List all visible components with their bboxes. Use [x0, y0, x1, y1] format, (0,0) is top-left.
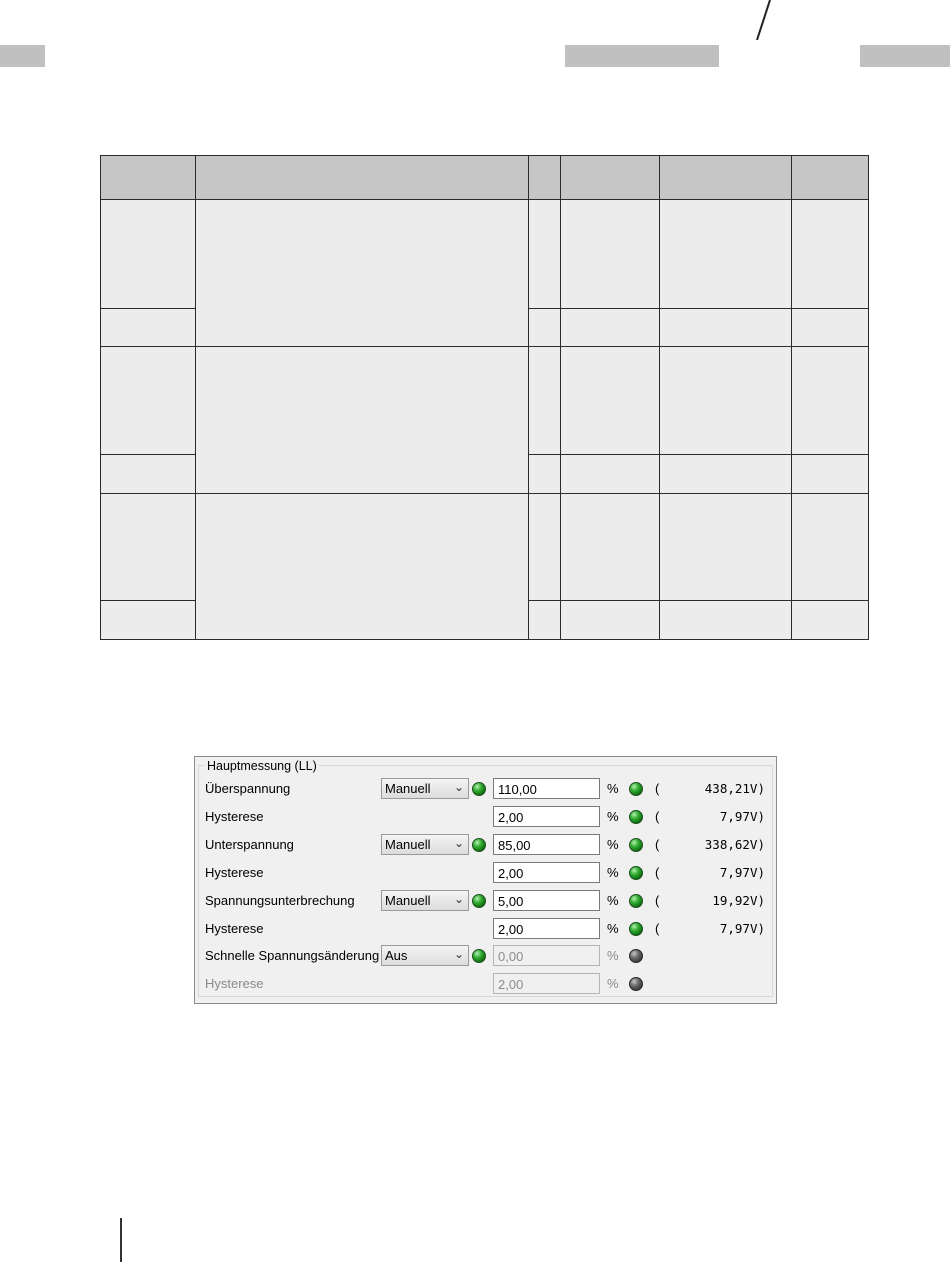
- chevron-down-icon: ⌄: [453, 947, 464, 961]
- group-title: Hauptmessung (LL): [207, 759, 317, 773]
- value-input[interactable]: [493, 834, 600, 855]
- mode-select-value: Manuell: [385, 837, 431, 852]
- measured-open-paren: (: [655, 837, 660, 852]
- chevron-down-icon: ⌄: [453, 892, 464, 906]
- value-input[interactable]: [493, 806, 600, 827]
- value-input-text: 85,00: [498, 838, 531, 853]
- value-input[interactable]: [493, 973, 600, 994]
- status-led-icon: [629, 949, 643, 963]
- status-led-icon: [472, 894, 486, 908]
- table-cell: [529, 200, 561, 309]
- measured-open-paren: (: [655, 781, 660, 796]
- measured-value: 338,62V): [704, 837, 765, 852]
- table-cell: [561, 494, 660, 601]
- table-cell: [792, 347, 869, 455]
- measured-value: 19,92V): [712, 893, 765, 908]
- table-cell-label: [100, 347, 196, 455]
- status-led-icon: [629, 866, 643, 880]
- table-cell-label: [100, 455, 196, 494]
- chevron-down-icon: ⌄: [453, 836, 464, 850]
- table-cell: [660, 455, 792, 494]
- setting-label: Hysterese: [205, 921, 264, 936]
- setting-row: [195, 972, 778, 996]
- table-cell: [660, 200, 792, 309]
- table-cell: [561, 309, 660, 347]
- measured-open-paren: (: [655, 921, 660, 936]
- table-cell-label: [100, 494, 196, 601]
- table-cell: [792, 494, 869, 601]
- table-cell: [529, 309, 561, 347]
- setting-row: [195, 777, 778, 801]
- table-cell: [792, 601, 869, 640]
- setting-row: [195, 861, 778, 885]
- table-cell: [529, 455, 561, 494]
- value-input-text: 2,00: [498, 922, 524, 937]
- setting-label: Überspannung: [205, 781, 291, 796]
- header-diagonal-line: [757, 0, 770, 40]
- setting-row: [195, 805, 778, 829]
- unit-label: %: [607, 948, 619, 963]
- setting-row: [195, 833, 778, 857]
- mode-select-value: Manuell: [385, 781, 431, 796]
- measured-open-paren: (: [655, 809, 660, 824]
- table-header-cell: [196, 155, 529, 200]
- mode-select-value: Manuell: [385, 893, 431, 908]
- table-cell: [660, 601, 792, 640]
- value-input[interactable]: [493, 862, 600, 883]
- table-cell-description: [196, 200, 529, 347]
- table-cell: [529, 347, 561, 455]
- table-cell: [561, 200, 660, 309]
- value-input-text: 5,00: [498, 894, 524, 909]
- unit-label: %: [607, 893, 619, 908]
- setting-label: Schnelle Spannungsänderung: [205, 948, 380, 963]
- mode-select[interactable]: [381, 778, 469, 799]
- table-cell-label: [100, 309, 196, 347]
- value-input-text: 110,00: [498, 782, 537, 797]
- unit-label: %: [607, 837, 619, 852]
- status-led-icon: [629, 894, 643, 908]
- mode-select-value: Aus: [385, 948, 408, 963]
- measured-open-paren: (: [655, 865, 660, 880]
- mode-select[interactable]: [381, 890, 469, 911]
- setting-label: Hysterese: [205, 976, 264, 991]
- table-cell: [660, 494, 792, 601]
- unit-label: %: [607, 781, 619, 796]
- table-cell: [561, 455, 660, 494]
- status-led-icon: [472, 782, 486, 796]
- setting-label: Hysterese: [205, 865, 264, 880]
- mode-select[interactable]: [381, 834, 469, 855]
- unit-label: %: [607, 809, 619, 824]
- chevron-down-icon: ⌄: [453, 780, 464, 794]
- table-header-cell: [529, 155, 561, 200]
- table-header-cell: [792, 155, 869, 200]
- table-cell-description: [196, 347, 529, 494]
- table-header-cell: [561, 155, 660, 200]
- header-bar-middle: [565, 45, 719, 67]
- table-cell: [792, 309, 869, 347]
- footer-rule: [120, 1218, 122, 1262]
- status-led-icon: [472, 949, 486, 963]
- table-cell: [561, 601, 660, 640]
- table-cell: [660, 309, 792, 347]
- setting-row: [195, 944, 778, 968]
- table-cell-label: [100, 200, 196, 309]
- value-input[interactable]: [493, 890, 600, 911]
- value-input[interactable]: [493, 778, 600, 799]
- measured-value: 7,97V): [719, 921, 765, 936]
- mode-select[interactable]: [381, 945, 469, 966]
- main-measurement-panel: [194, 756, 777, 1004]
- table-cell: [561, 347, 660, 455]
- header-bar-right: [860, 45, 950, 67]
- measured-value: 7,97V): [719, 809, 765, 824]
- table-cell: [792, 455, 869, 494]
- status-led-icon: [629, 922, 643, 936]
- value-input-text: 2,00: [498, 810, 524, 825]
- setting-row: [195, 917, 778, 941]
- table-cell: [529, 494, 561, 601]
- value-input-text: 2,00: [498, 977, 524, 992]
- setting-label: Unterspannung: [205, 837, 294, 852]
- table-cell-description: [196, 494, 529, 640]
- unit-label: %: [607, 921, 619, 936]
- status-led-icon: [472, 838, 486, 852]
- setting-label: Hysterese: [205, 809, 264, 824]
- table-cell-label: [100, 601, 196, 640]
- measured-value: 438,21V): [704, 781, 765, 796]
- value-input-text: 2,00: [498, 866, 524, 881]
- table-header-cell: [100, 155, 196, 200]
- status-led-icon: [629, 810, 643, 824]
- unit-label: %: [607, 865, 619, 880]
- value-input[interactable]: [493, 918, 600, 939]
- status-led-icon: [629, 838, 643, 852]
- table-cell: [792, 200, 869, 309]
- measured-value: 7,97V): [719, 865, 765, 880]
- header-bar-left: [0, 45, 45, 67]
- value-input[interactable]: [493, 945, 600, 966]
- status-led-icon: [629, 782, 643, 796]
- setting-label: Spannungsunterbrechung: [205, 893, 355, 908]
- value-input-text: 0,00: [498, 949, 524, 964]
- specification-table: [100, 155, 869, 640]
- table-header-cell: [660, 155, 792, 200]
- measured-open-paren: (: [655, 893, 660, 908]
- unit-label: %: [607, 976, 619, 991]
- status-led-icon: [629, 977, 643, 991]
- table-cell: [660, 347, 792, 455]
- setting-row: [195, 889, 778, 913]
- table-cell: [529, 601, 561, 640]
